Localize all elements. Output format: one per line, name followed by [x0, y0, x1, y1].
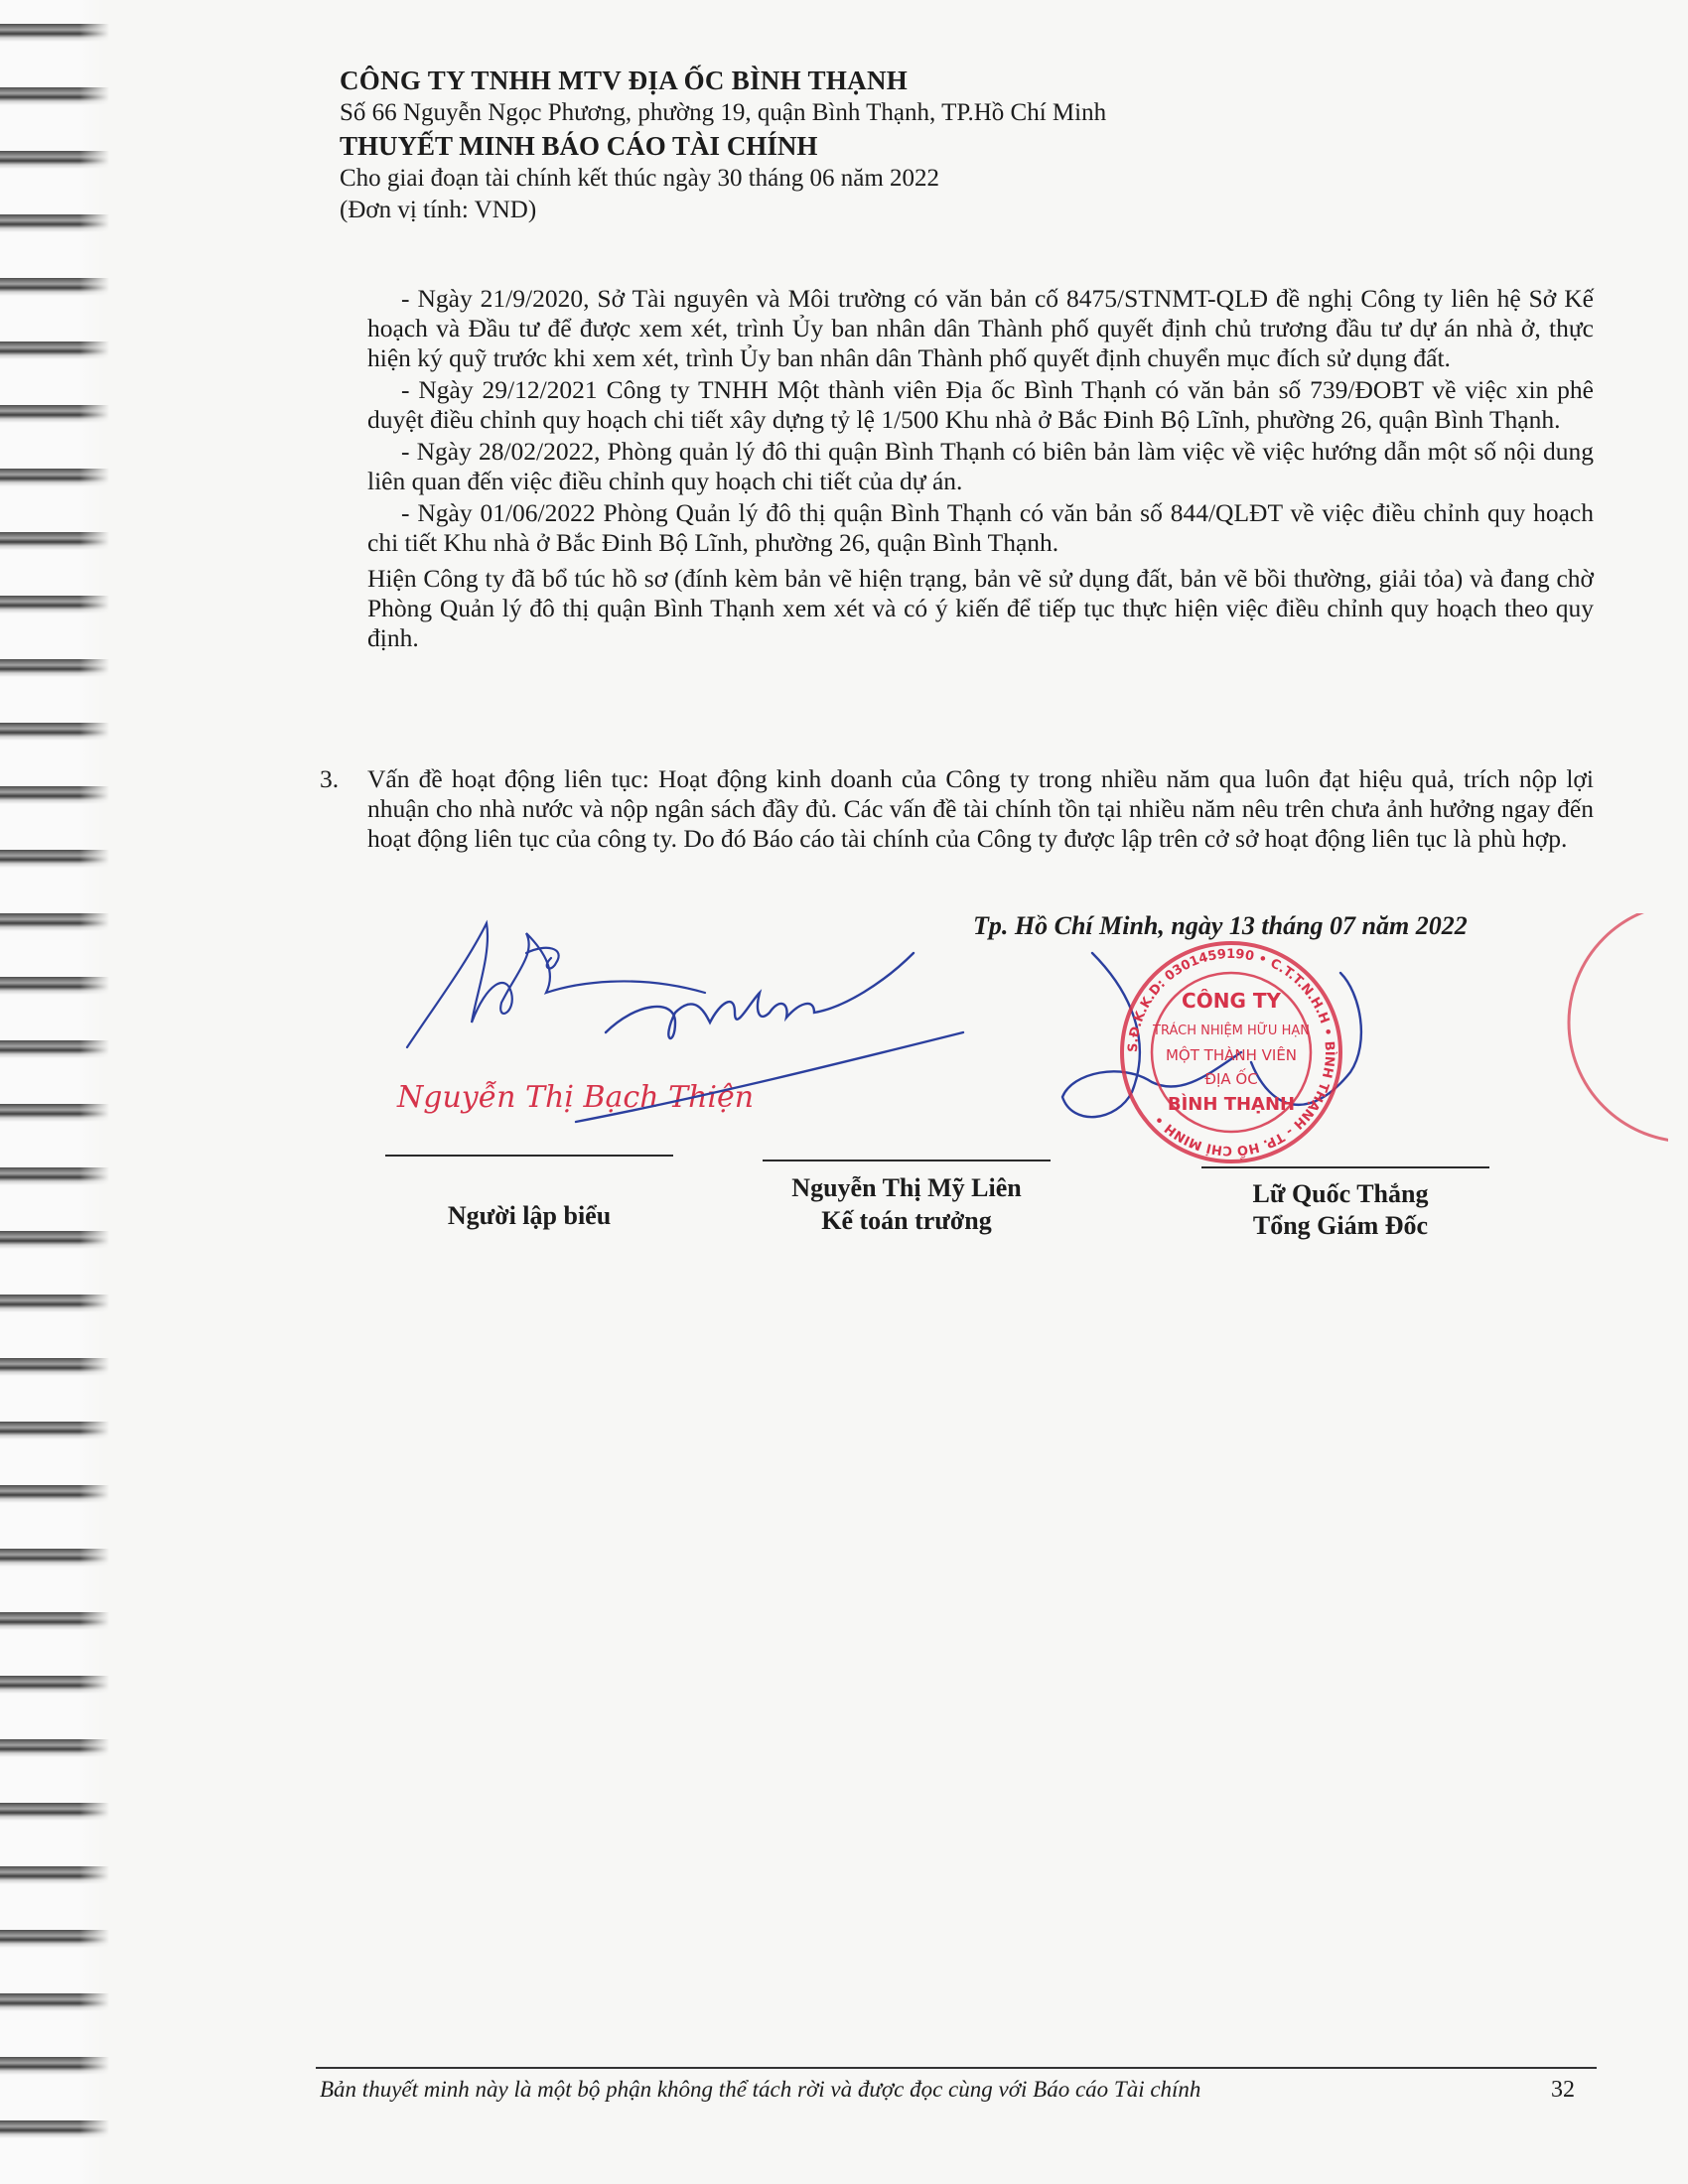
- stamp-line-5: BÌNH THẠNH: [1167, 1094, 1296, 1115]
- director-name: Lữ Quốc Thắng: [1252, 1179, 1429, 1208]
- section-going-concern: [320, 764, 1594, 854]
- preparer-handwritten-name: Nguyễn Thị Bạch Thiện: [397, 1080, 755, 1115]
- section-number: 3.: [320, 764, 340, 793]
- company-address: Số 66 Nguyễn Ngọc Phương, phường 19, quận Bình Thạnh, TP.Hồ Chí Minh: [340, 99, 1107, 126]
- edge-stamp: [1569, 913, 1668, 1142]
- page-number: 32: [1551, 2077, 1575, 2103]
- director-role: Tổng Giám Đốc: [1252, 1211, 1429, 1240]
- signing-date: Tp. Hồ Chí Minh, ngày 13 tháng 07 năm 2022: [973, 911, 1468, 940]
- stamp-line-1: CÔNG TY: [1182, 989, 1281, 1013]
- footer-divider: [316, 2067, 1597, 2069]
- footer-note: Bản thuyết minh này là một bộ phận không thể tách rời và được đọc cùng với Báo cáo Tài chính: [320, 2077, 1201, 2102]
- note-item-4: - Ngày 01/06/2022 Phòng Quản lý đô thị quận Bình Thạnh có văn bản số 844/QLĐT về việc điều chỉnh quy hoạch chi tiết Khu nhà ở Bắc Đinh Bộ Lĩnh, phường 26, quận Bình Thạnh.: [367, 498, 1594, 557]
- currency-unit: (Đơn vị tính: VND): [340, 197, 537, 223]
- chief-accountant-role: Kế toán trưởng: [821, 1206, 992, 1235]
- preparer-role: Người lập biểu: [447, 1201, 612, 1230]
- document-header: [340, 64, 1432, 226]
- reporting-period: Cho giai đoạn tài chính kết thúc ngày 30 tháng 06 năm 2022: [340, 165, 940, 192]
- chief-accountant-name: Nguyễn Thị Mỹ Liên: [791, 1173, 1022, 1202]
- preparer-signature-line: [385, 1155, 673, 1157]
- director-signature-line: [1201, 1166, 1489, 1168]
- document-title: THUYẾT MINH BÁO CÁO TÀI CHÍNH: [340, 131, 818, 161]
- section-text: Vấn đề hoạt động liên tục: Hoạt động kinh doanh của Công ty trong nhiều năm qua luôn đạt hiệu quả, trích nộp lợi nhuận cho nhà nước và nộp ngân sách đầy đủ. Các vấn đề tài chính tồn tại nhiều năm nêu trên chưa ảnh hưởng ngay đến hoạt động liên tục của công ty. Do đó Báo cáo tài chính của Công ty được lập trên cở sở hoạt động liên tục là phù hợp.: [367, 764, 1594, 853]
- company-stamp: [1122, 943, 1340, 1161]
- preparer-signature: [407, 923, 705, 1047]
- company-name: CÔNG TY TNHH MTV ĐỊA ỐC BÌNH THẠNH: [340, 66, 909, 95]
- stamp-ring-text: S.Đ.K.K.D: 0301459190 • C.T.T.N.H.H • BÌNH THẠNH - TP. HỒ CHÍ MINH •: [1125, 946, 1337, 1159]
- note-item-3: - Ngày 28/02/2022, Phòng quản lý đô thi quận Bình Thạnh có biên bản làm việc về việc hướng dẫn một số nội dung liên quan đến việc điều chỉnh quy hoạch chi tiết của dự án.: [367, 437, 1594, 495]
- stamp-line-4: ĐỊA ỐC: [1204, 1070, 1258, 1088]
- chief-accountant-signature-line: [763, 1160, 1051, 1161]
- notes-body: [367, 282, 1594, 653]
- note-item-2: - Ngày 29/12/2021 Công ty TNHH Một thành viên Địa ốc Bình Thạnh có văn bản số 739/ĐOBT về việc xin phê duyệt điều chỉnh quy hoạch chi tiết xây dựng tỷ lệ 1/500 Khu nhà ở Bắc Đinh Bộ Lĩnh, phường 26, quận Bình Thạnh.: [367, 375, 1594, 434]
- note-item-1: - Ngày 21/9/2020, Sở Tài nguyên và Môi trường có văn bản cố 8475/STNMT-QLĐ đề nghị Công ty liên hệ Sở Kế hoạch và Đầu tư để được xem xét, trình Ủy ban nhân dân Thành phố quyết định chủ trương đầu tư dự án nhà ở, thực hiện ký quỹ trước khi xem xét, trình Ủy ban nhân dân Thành phố quyết định chuyển mục đích sử dụng đất.: [367, 284, 1594, 372]
- stamp-line-3: MỘT THÀNH VIÊN: [1165, 1046, 1298, 1064]
- stamp-line-2: TRÁCH NHIỆM HỮU HẠN: [1153, 1024, 1310, 1038]
- note-conclusion: Hiện Công ty đã bổ túc hồ sơ (đính kèm bản vẽ hiện trạng, bản vẽ sử dụng đất, bản vẽ bồi thường, giải tỏa) và đang chờ Phòng Quản lý đô thị quận Bình Thạnh xem xét và có ý kiến để tiếp tục thực hiện việc điều chỉnh quy hoạch theo quy định.: [367, 564, 1594, 652]
- spiral-binding: [0, 0, 109, 2184]
